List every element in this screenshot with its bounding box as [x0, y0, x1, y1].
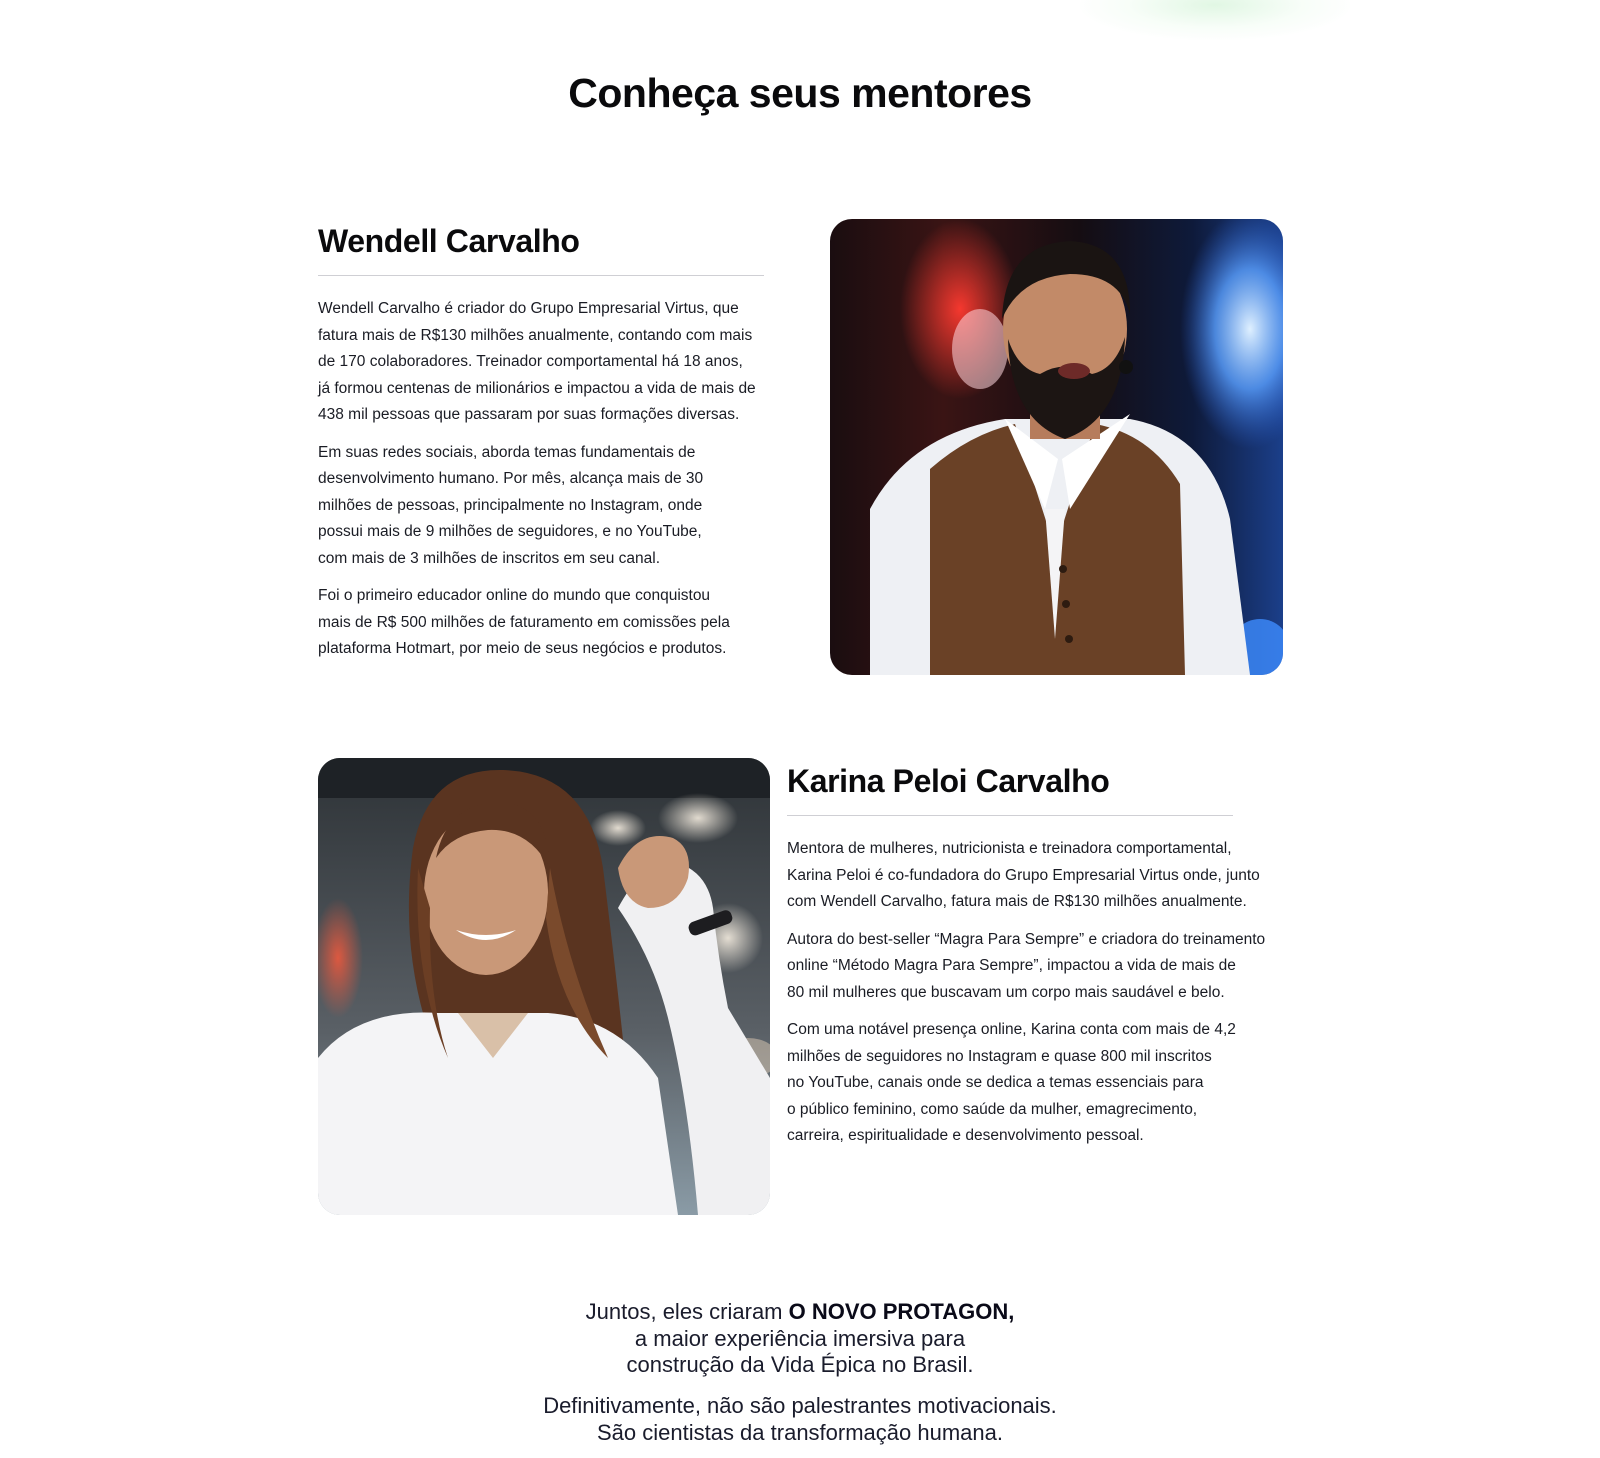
mentor-name-karina: Karina Peloi Carvalho — [787, 763, 1110, 799]
closing-line-2: a maior experiência imersiva para — [634, 1325, 966, 1351]
mentor-divider — [318, 275, 764, 276]
mentor-bio-karina — [787, 836, 1287, 1161]
closing-line-4: Definitivamente, não são palestrantes motivacionais. — [543, 1393, 1057, 1418]
closing-line-5: São cientistas da transformação humana. — [596, 1419, 1003, 1445]
closing-statement — [0, 1299, 1600, 1379]
mentor-photo-wendell — [830, 219, 1283, 675]
bio-paragraph: Wendell Carvalho é criador do Grupo Empresarial Virtus, que fatura mais de R$130 milhões anualmente, contando com mais de 170 colaboradores. Treinador comportamental há 18 anos, já formou centenas de milionários e impactou a vida de mais de 438 mil pessoas que passaram por suas formações diversas. — [318, 300, 756, 423]
closing-line-3: construção da Vida Épica no Brasil. — [626, 1352, 974, 1377]
closing-highlight: O NOVO PROTAGON, — [788, 1299, 1015, 1324]
section-title: Conheça seus mentores — [568, 70, 1032, 116]
mentor-name-wendell: Wendell Carvalho — [318, 223, 580, 259]
mentor-divider — [787, 815, 1233, 816]
bio-paragraph: Mentora de mulheres, nutricionista e treinadora comportamental, Karina Peloi é co-fundadora do Grupo Empresarial Virtus onde, junto com Wendell Carvalho, fatura mais de R$130 milhões anualmente. — [787, 840, 1260, 910]
mentor-bio-wendell — [318, 296, 788, 674]
bio-paragraph: Com uma notável presença online, Karina conta com mais de 4,2 milhões de seguidores no Instagram e quase 800 mil inscritos no YouTube, canais onde se dedica a temas essenciais para o público feminino, como saúde da mulher, emagrecimento, carreira, espiritualidade e desenvolvimento pessoal. — [787, 1021, 1236, 1144]
bio-paragraph: Autora do best-seller “Magra Para Sempre” e criadora do treinamento online “Método Magra Para Sempre”, impactou a vida de mais de 80 mil mulheres que buscavam um corpo mais saudável e belo. — [787, 930, 1266, 1001]
mentor-photo-karina — [318, 758, 770, 1215]
bio-paragraph: Foi o primeiro educador online do mundo que conquistou mais de R$ 500 milhões de faturamento em comissões pela plataforma Hotmart, por meio de seus negócios e produtos. — [318, 587, 730, 657]
bio-paragraph: Em suas redes sociais, aborda temas fundamentais de desenvolvimento humano. Por mês, alcança mais de 30 milhões de pessoas, principalmente no Instagram, onde possui mais de 9 milhões de seguidores, e no YouTube, com mais de 3 milhões de inscritos em seu canal. — [318, 443, 704, 567]
closing-intro: Juntos, eles criaram — [585, 1299, 789, 1324]
decorative-glow — [1080, 0, 1350, 40]
closing-tagline — [0, 1393, 1600, 1446]
closing-line-1 — [0, 1299, 1600, 1326]
